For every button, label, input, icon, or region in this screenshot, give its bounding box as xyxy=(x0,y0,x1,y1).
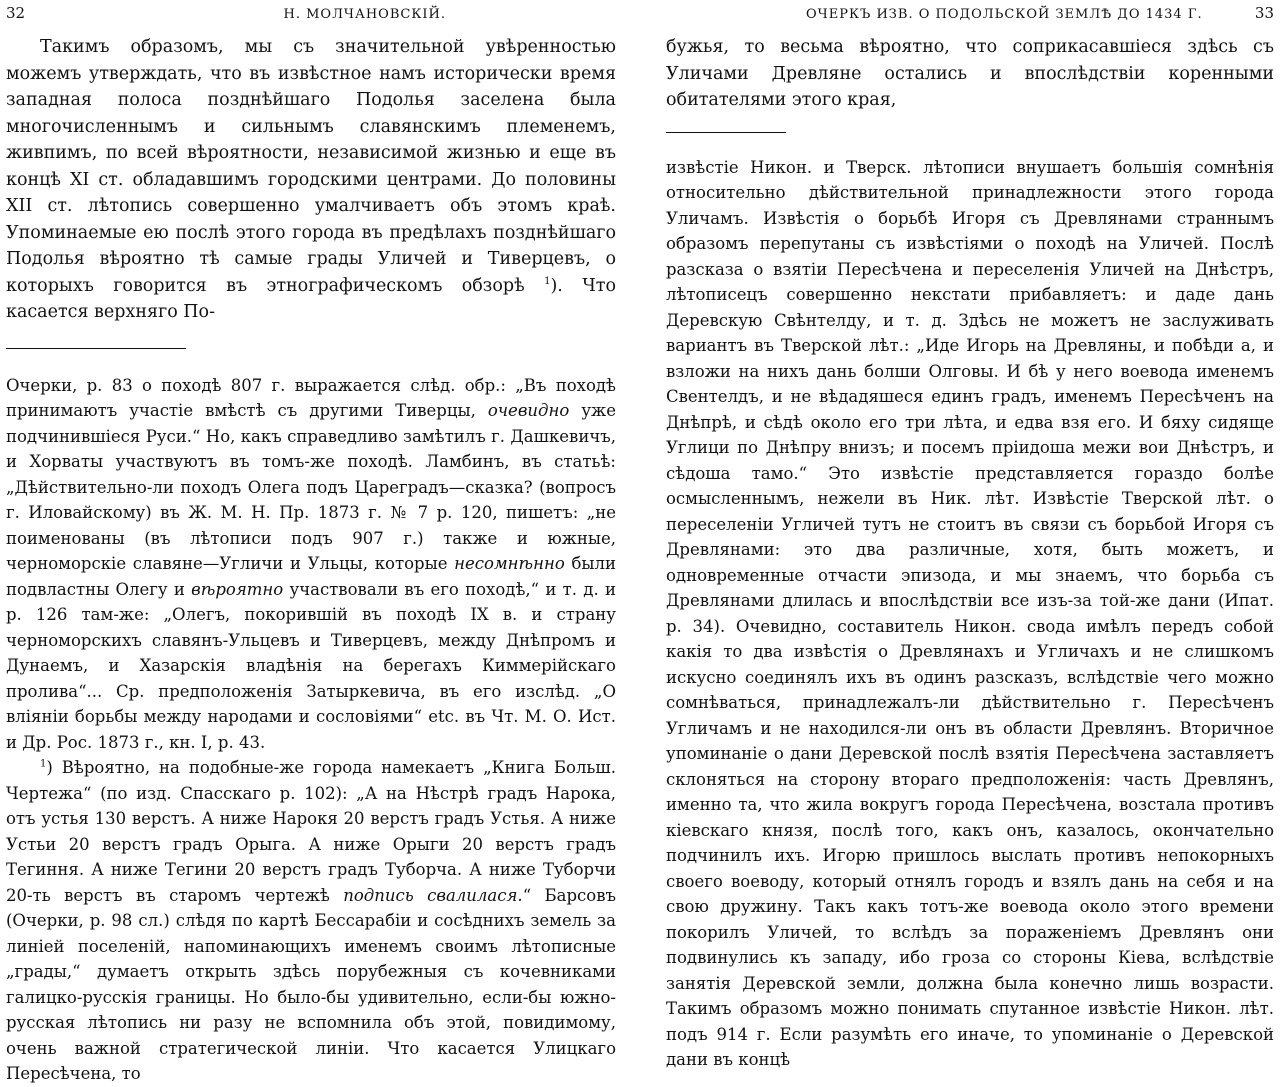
page-number: 32 xyxy=(6,4,26,22)
footnote-text: участвовали въ его походѣ,“ и т. д. и р. 126 там-же: „Олегъ, покорившій въ походѣ IX в. и страну черноморскихъ славянъ-Ульцевъ и Тиверцевъ, между Днѣпромъ и Дунаемъ, и Хазарскія владѣнія на берегахъ Киммерійскаго пролива“... Ср. предположенія Затыркевича, въ его изслѣд. „О вліяніи борьбы между народами и сословіями“ etc. въ Чт. М. О. Ист. и Др. Рос. 1873 г., кн. I, р. 43. xyxy=(6,579,616,752)
footnote-continuation: извѣстіе Никон. и Тверск. лѣтописи внушаетъ большія сомнѣнія относительно дѣйствительной принадлежности этого города Уличамъ. Извѣстія о борьбѣ Игоря съ Древлянами страннымъ образомъ перепутаны съ извѣстіями о походѣ на Уличей. Послѣ разсказа о взятіи Пересѣчена и переселенія Уличей на Днѣстръ, лѣтописецъ совершенно некстати прибавляетъ: и даде дань Деревскую Свѣнтелду, и т. д. Здѣсь не можетъ не заслуживать вариантъ въ Тверской лѣт.: „Иде Игорь на Древляны, и побѣди а, и взложи на нихъ дань болши Олговы. И бѣ у него воевода именемъ Свентелдъ, и не вѣдадяшеся единъ градъ, именемъ Пересѣченъ на Днѣпрѣ, и сѣдѣ около его три лѣта, и едва взя его. И бяху сидяще Углици по Днѣпру внизъ; и посемъ пріидоша межи вои Днѣстръ, и сѣдоша тамо.“ Это извѣстіе представляется гораздо болѣе осмысленнымъ, нежели въ Ник. лѣт. Извѣстіе Тверской лѣт. о переселеніи Угличей тутъ не стоитъ въ связи съ борьбой Игоря съ Древлянами: это два различные, хотя, быть можетъ, и одновременные отчасти эпизода, и мы знаемъ, что борьба съ Древлянами длилась и впослѣдствіи все изъ-за той-же дани (Ипат. р. 34). Очевидно, составитель Никон. свода имѣлъ передъ собой какія то два извѣстія о Древлянахъ и Угличахъ и не слишкомъ искусно соединялъ ихъ въ одинъ разсказъ, вслѣдствіе чего можно сомнѣваться, принадлежалъ-ли дѣйствительно г. Пересѣченъ Угличамъ и не находился-ли онъ въ области Древлянъ. Вторичное упоминаніе о дани Деревской послѣ взятія Пересѣчена заставляетъ склоняться на сторону втораго предположенія: часть Древлянъ, именно та, что жила вокругъ города Пересѣчена, возстала противъ кіевскаго князя, послѣ того, какъ онъ, казалось, окончательно подчинилъ ихъ. Игорю пришлось выслать противъ непокорныхъ своего воеводу, который отнялъ городъ и взялъ дань на себя и на свою дружину. Такъ какъ тотъ-же воевода около этого времени покорилъ Уличей, то вслѣдъ за пораженіемъ Древлянъ они подвинулись къ западу, ибо гроза со стороны Кіева, вслѣдствіе занятія Деревской земли, должна была конечно лишь возрасти. Такимъ образомъ можно понимать спутанное извѣстіе Никон. лѣт. подъ 914 г. Если разумѣть его иначе, то упоминаніе о Деревской дани въ концѣ xyxy=(666,157,1274,1069)
main-text-paragraph: бужья, то весьма вѣроятно, что соприкасавшіеся здѣсь съ Уличами Древляне остались и впослѣдствіи коренными обитателями этого края, xyxy=(666,37,1274,110)
footnote-text: ) Вѣроятно, на подобные-же города намекаетъ „Книга Больш. Чертежа“ (по изд. Спасскаго р. 102): „А на Нѣстрѣ градъ Нарока, отъ устья 130 верстъ. А ниже Нарокя 20 верстъ градъ Устья. А ниже Устьи 20 верстъ градъ Орыга. А ниже Орыги 20 верстъ градъ Тегиння. А ниже Тегини 20 верстъ градъ Туборча. А ниже Туборчи 20-ть верстъ въ старомъ чертежѣ xyxy=(6,758,616,905)
footnote-rule xyxy=(666,132,786,133)
footnote-continuation xyxy=(6,373,616,756)
footnote-text: были подвластны Олегу и xyxy=(6,554,617,599)
running-title: Н. МОЛЧАНОВСКІЙ. xyxy=(283,7,446,22)
footnote-1 xyxy=(6,755,616,1087)
footnote-text: уже подчинившіеся Руси.“ Но, какъ справедливо замѣтилъ г. Дашкевичъ, и Хорваты участвуютъ въ томъ-же походѣ. Ламбинъ, въ статьѣ: „Дѣйствительно-ли походъ Олега подъ Цареградъ—сказка? (вопросъ г. Иловайскому) въ Ж. М. Н. Пр. 1873 г. № 7 р. 120, пишетъ: „не поименованы (въ лѣтописи подъ 907 г.) также и южные, черноморскіе славяне—Угличи и Ульцы, которые xyxy=(6,401,616,573)
footnote-text: “ Барсовъ (Очерки, р. 98 сл.) слѣдя по картѣ Бессарабіи и сосѣднихъ земель за линіей поселеній, напоминающихъ именемъ своимъ лѣтописные „грады,“ думаетъ открыть здѣсь порубежныя съ кочевниками галицко-русскія границы. Но было-бы удивительно, если-бы южно-русская лѣтопись ни разу не вспомнила объ этой, повидимому, очень важной стратегической линіи. Что касается Улицкаго Пересѣчена, то xyxy=(6,885,617,1083)
running-title: ОЧЕРКЪ ИЗВ. О ПОДОЛЬСКОЙ ЗЕМЛѢ ДО 1434 Г. xyxy=(806,7,1203,22)
footnote-text: Очерки, р. 83 о походѣ 807 г. выражается слѣд. обр.: „Въ походѣ принимаютъ участіе вмѣстѣ съ другими Тиверцы, xyxy=(6,375,616,420)
footnote-mark: 1 xyxy=(40,758,47,770)
page-number: 33 xyxy=(1254,4,1274,22)
footnote-rule xyxy=(6,348,186,349)
main-text-paragraph xyxy=(6,34,616,326)
footnote-emphasis: вѣроятно xyxy=(191,579,284,599)
running-head xyxy=(666,4,1274,34)
main-text-tail: ). Что касается верхняго По- xyxy=(6,275,616,322)
footnote-emphasis: подпись свалилася. xyxy=(343,885,523,905)
main-text: Такимъ образомъ, мы съ значительной увѣренностью можемъ утверждать, что въ извѣстное намъ исторически время западная полоса позднѣйшаго Подолья заселена была многочисленнымъ и сильнымъ славянскимъ племенемъ, живпимъ, по всей вѣроятности, независимой жизнью и еще въ концѣ XI ст. обладавшимъ городскими центрами. До половины XII ст. лѣтопись совершенно умалчиваетъ объ этомъ краѣ. Упоминаемые ею послѣ этого города въ предѣлахъ позднѣйшаго Подолья вѣроятно тѣ самые грады Уличей и Тиверцевъ, о которыхъ говорится въ этнографическомъ обзорѣ xyxy=(6,37,616,296)
right-page xyxy=(650,0,1280,1069)
footnote-emphasis: очевидно xyxy=(487,401,570,420)
footnote-ref: 1 xyxy=(544,275,551,287)
footnote-emphasis: несомнѣнно xyxy=(454,554,565,573)
running-head xyxy=(6,4,616,34)
left-page xyxy=(0,0,630,1083)
